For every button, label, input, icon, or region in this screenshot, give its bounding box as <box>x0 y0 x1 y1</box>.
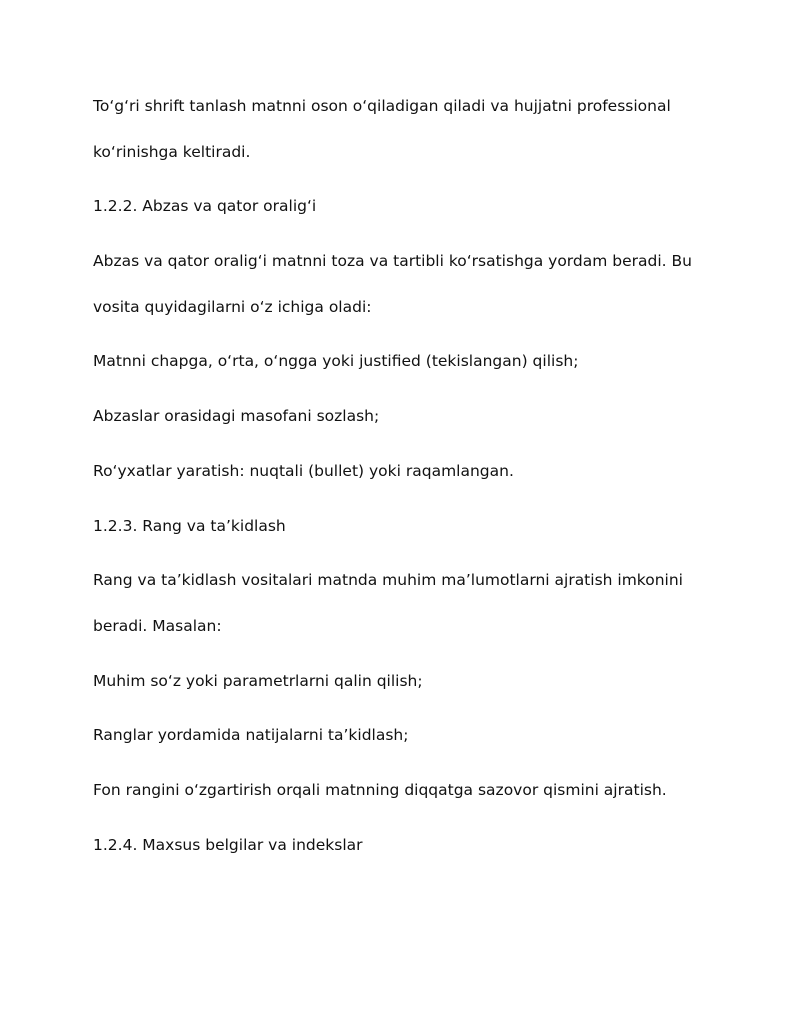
section-heading: 1.2.2. Abzas va qator oralig‘i <box>93 197 317 215</box>
list-item: Fon rangini o‘zgartirish orqali matnning diqqatga sazovor qismini ajratish. <box>93 781 667 799</box>
list-item: Ro‘yxatlar yaratish: nuqtali (bullet) yoki raqamlangan. <box>93 462 514 480</box>
list-item: Ranglar yordamida natijalarni ta’kidlash; <box>93 726 409 744</box>
paragraph-line: ko‘rinishga keltiradi. <box>93 143 251 161</box>
paragraph-line: Abzas va qator oralig‘i matnni toza va tartibli ko‘rsatishga yordam beradi. Bu <box>93 252 692 270</box>
list-item: Matnni chapga, o‘rta, o‘ngga yoki justified (tekislangan) qilish; <box>93 352 579 370</box>
paragraph-line: Rang va ta’kidlash vositalari matnda muhim ma’lumotlarni ajratish imkonini <box>93 571 683 589</box>
section-heading: 1.2.3. Rang va ta’kidlash <box>93 517 286 535</box>
list-item: Muhim so‘z yoki parametrlarni qalin qilish; <box>93 672 423 690</box>
paragraph-line: To‘g‘ri shrift tanlash matnni oson o‘qiladigan qiladi va hujjatni professional <box>93 97 671 115</box>
list-item: Abzaslar orasidagi masofani sozlash; <box>93 407 380 425</box>
paragraph-line: beradi. Masalan: <box>93 617 222 635</box>
paragraph-line: vosita quyidagilarni o‘z ichiga oladi: <box>93 298 372 316</box>
section-heading: 1.2.4. Maxsus belgilar va indekslar <box>93 836 363 854</box>
